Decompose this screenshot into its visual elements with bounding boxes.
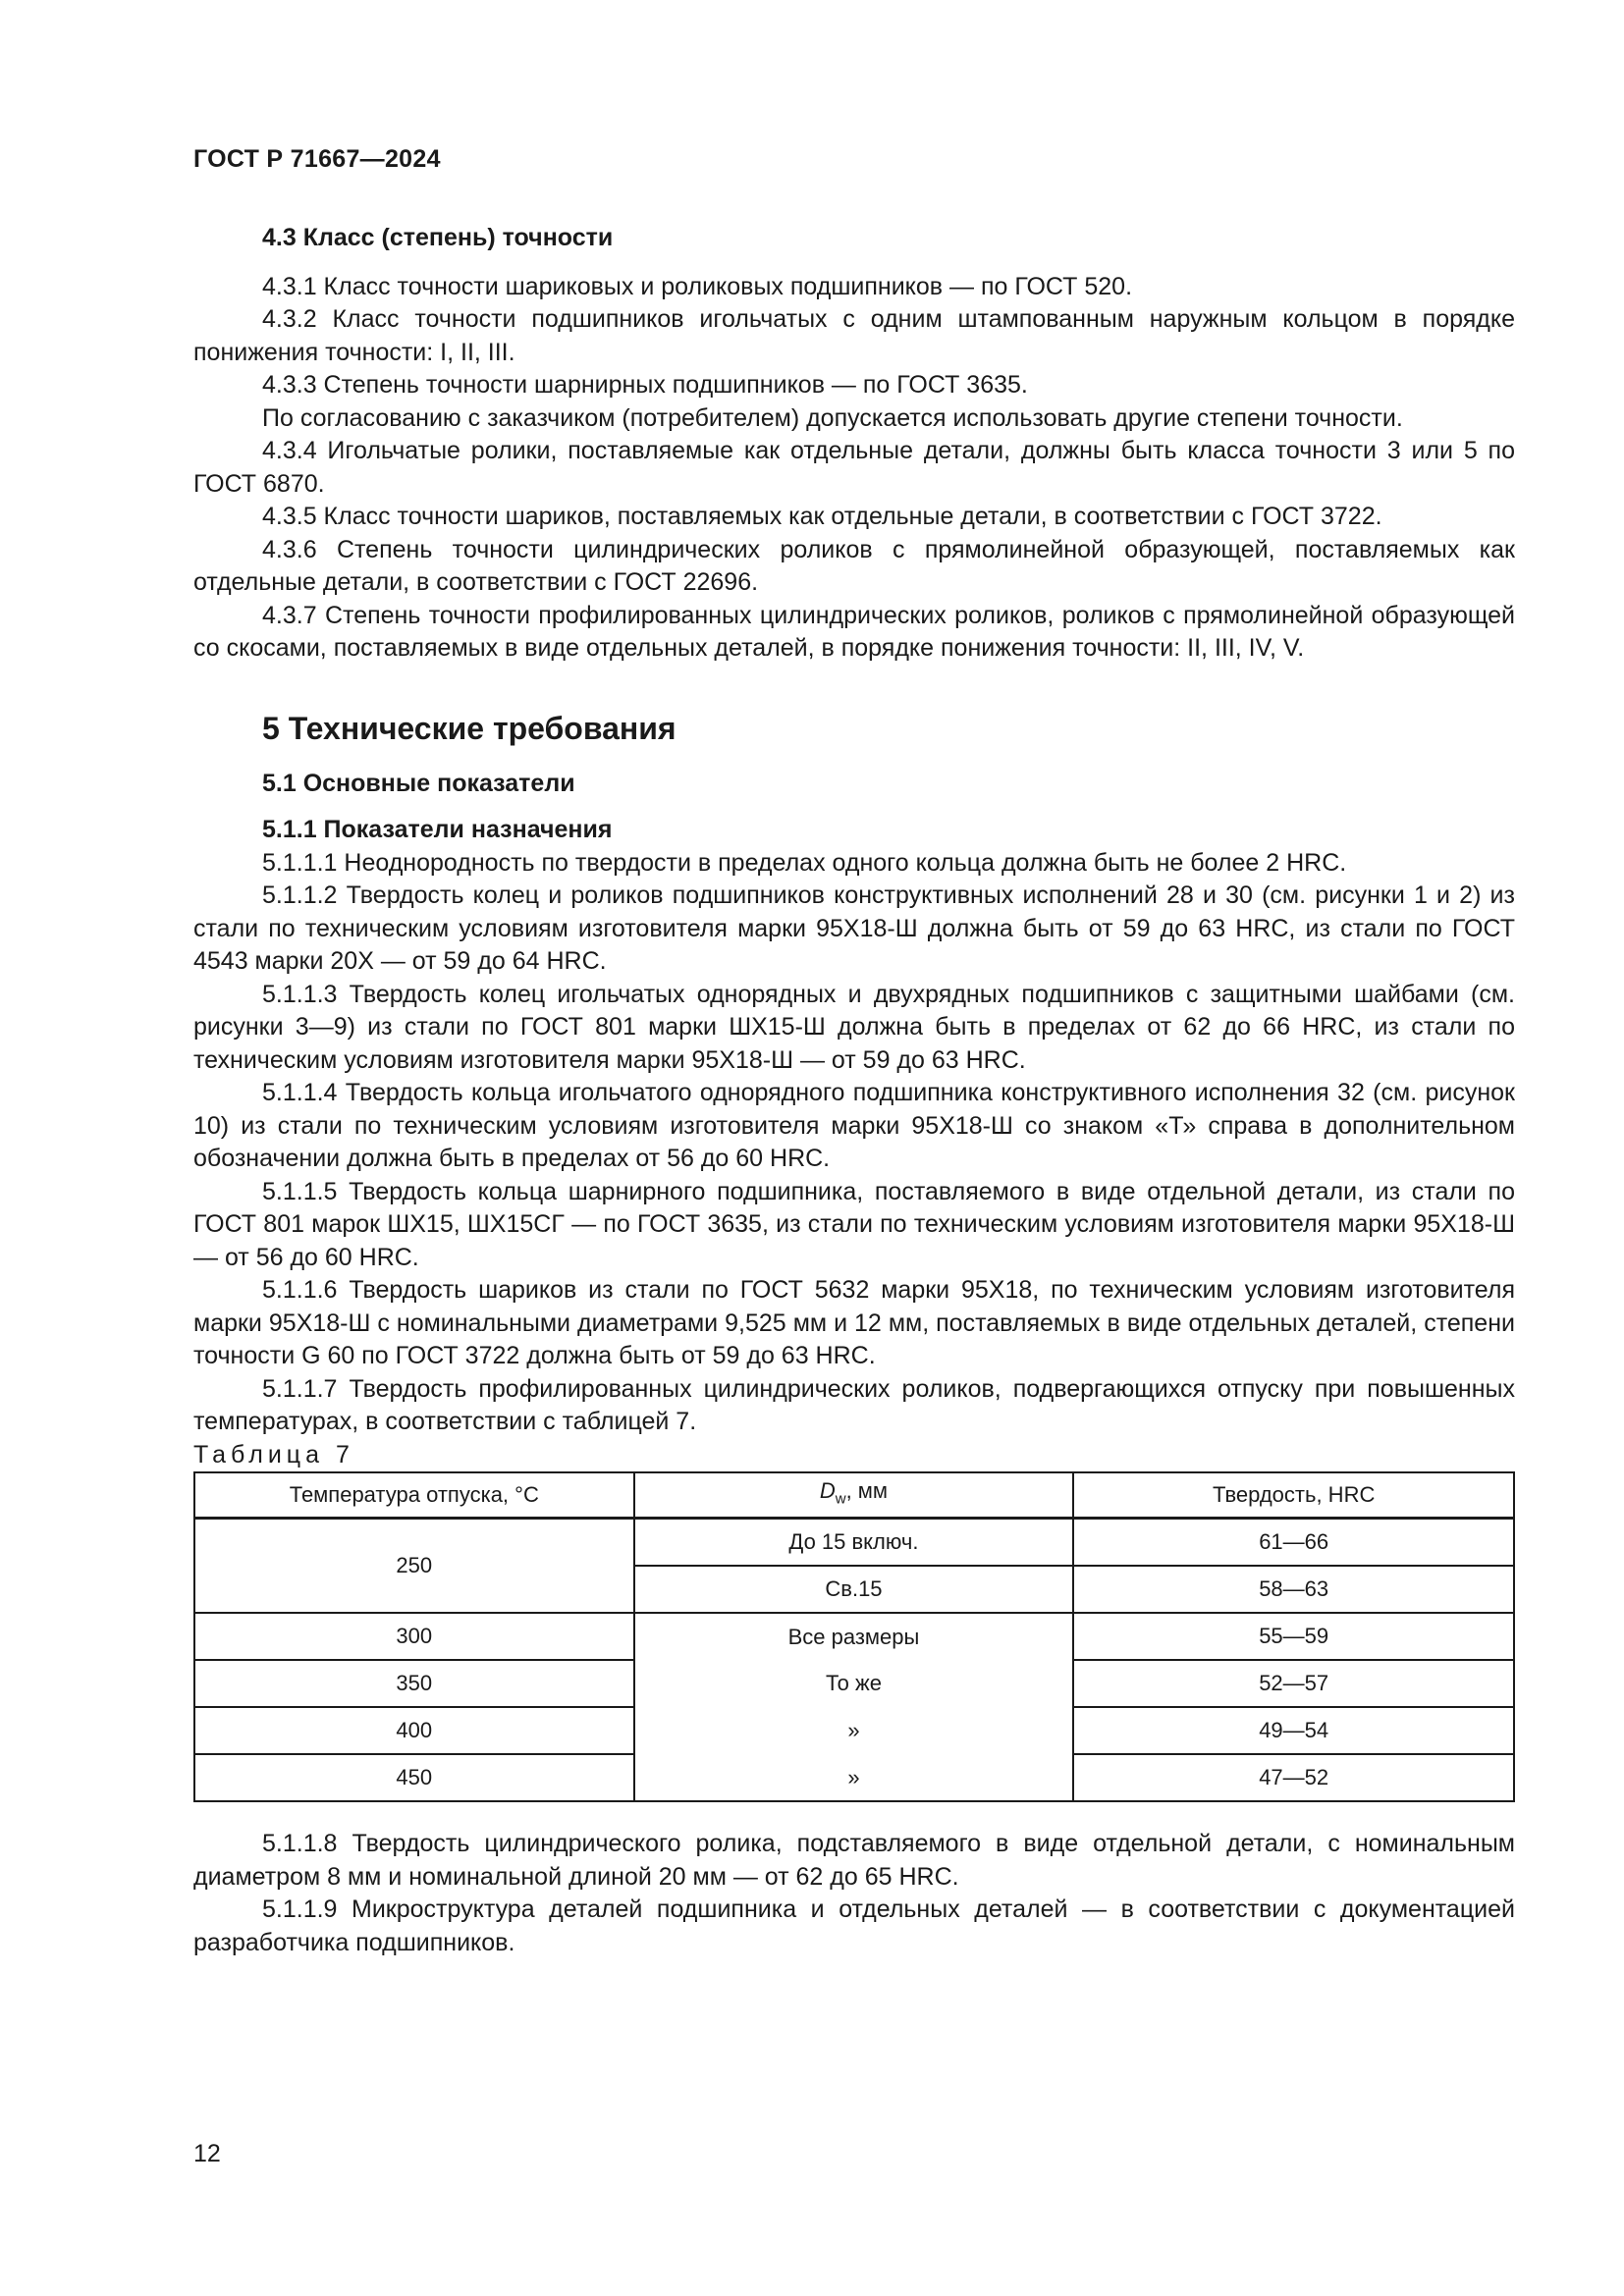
cell-dw: Все размеры [634, 1613, 1074, 1660]
paragraph-4-3-3: 4.3.3 Степень точности шарнирных подшипников — по ГОСТ 3635. [262, 371, 1028, 399]
cell-dw: До 15 включ. [634, 1519, 1074, 1567]
table-row [194, 1707, 1514, 1754]
cell-temp: 400 [194, 1707, 634, 1754]
table-row [194, 1519, 1514, 1567]
paragraph-5-1-1-5: 5.1.1.5 Твердость кольца шарнирного подшипника, поставляемого в виде отдельной детали, из стали по ГОСТ 801 марок ШХ15, ШХ15СГ — по ГОСТ 3635, из стали по техническим условиям изготовителя марки 95Х18-Ш — от 56 до 60 HRC. [193, 1177, 1515, 1271]
table-header-row [194, 1472, 1514, 1519]
paragraph-4-3-3-note: По согласованию с заказчиком (потребителем) допускается использовать другие степени точности. [262, 403, 1403, 432]
cell-dw: » [634, 1707, 1074, 1754]
paragraph-5-1-1-4: 5.1.1.4 Твердость кольца игольчатого однорядного подшипника конструктивного исполнения 32 (см. рисунок 10) из стали по техническим условиям изготовителя марки 95Х18-Ш со знаком «Т» справа в дополнительном обозначении должна быть в пределах от 56 до 60 HRC. [193, 1079, 1515, 1172]
page-number: 12 [193, 2140, 221, 2167]
section-5-1-1-title: 5.1.1 Показатели назначения [262, 816, 613, 843]
dw-subscript: w [835, 1490, 846, 1508]
cell-hardness: 49—54 [1073, 1707, 1514, 1754]
paragraph-5-1-1-7: 5.1.1.7 Твердость профилированных цилиндрических роликов, подвергающихся отпуску при повышенных температурах, в соответствии с таблицей 7. [193, 1374, 1515, 1435]
table-row [194, 1754, 1514, 1801]
table-caption: Таблица 7 [193, 1440, 354, 1468]
cell-hardness: 52—57 [1073, 1660, 1514, 1707]
dw-symbol: D [819, 1478, 836, 1504]
paragraph-4-3-1: 4.3.1 Класс точности шариковых и роликовых подшипников — по ГОСТ 520. [262, 272, 1133, 300]
cell-dw: То же [634, 1660, 1074, 1707]
section-5-title: 5 Технические требования [262, 710, 677, 746]
cell-hardness: 55—59 [1073, 1613, 1514, 1660]
section-5-1-title: 5.1 Основные показатели [262, 769, 575, 797]
paragraph-5-1-1-2: 5.1.1.2 Твердость колец и роликов подшипников конструктивных исполнений 28 и 30 (см. рисунки 1 и 2) из стали по техническим условиям изготовителя марки 95Х18-Ш должна быть от 59 до 63 HRC, из стали по ГОСТ 4543 марки 20Х — от 59 до 64 HRC. [193, 881, 1515, 975]
header-temperature: Температура отпуска, °С [194, 1472, 634, 1519]
dw-unit: , мм [845, 1478, 889, 1504]
header-hardness: Твердость, HRC [1073, 1472, 1514, 1519]
page-content [193, 222, 1515, 1959]
table-row [194, 1660, 1514, 1707]
paragraph-4-3-2: 4.3.2 Класс точности подшипников игольчатых с одним штампованным наружным кольцом в порядке понижения точности: I, II, III. [193, 305, 1515, 366]
paragraph-4-3-6: 4.3.6 Степень точности цилиндрических роликов с прямолинейной образующей, поставляемых как отдельные детали, в соответствии с ГОСТ 22696. [193, 535, 1515, 596]
paragraph-4-3-7: 4.3.7 Степень точности профилированных цилиндрических роликов, роликов с прямолинейной образующей со скосами, поставляемых в виде отдельных деталей, в порядке понижения точности: II, III, IV, V. [193, 601, 1515, 662]
paragraph-5-1-1-1: 5.1.1.1 Неоднородность по твердости в пределах одного кольца должна быть не более 2 HRC. [262, 848, 1347, 877]
paragraph-4-3-5: 4.3.5 Класс точности шариков, поставляемых как отдельные детали, в соответствии с ГОСТ 3722. [262, 503, 1382, 530]
cell-temp: 450 [194, 1754, 634, 1801]
header-dw [634, 1472, 1074, 1519]
paragraph-4-3-4: 4.3.4 Игольчатые ролики, поставляемые как отдельные детали, должны быть класса точности 3 или 5 по ГОСТ 6870. [193, 437, 1515, 498]
table-7 [193, 1471, 1515, 1802]
paragraph-5-1-1-3: 5.1.1.3 Твердость колец игольчатых однорядных и двухрядных подшипников с защитными шайбами (см. рисунки 3—9) из стали по ГОСТ 801 марки ШХ15-Ш должна быть в пределах от 62 до 66 HRC, из стали по техническим условиям изготовителя марки 95Х18-Ш — от 59 до 63 HRC. [193, 980, 1515, 1074]
cell-temp: 300 [194, 1613, 634, 1660]
table-row [194, 1613, 1514, 1660]
paragraph-5-1-1-9: 5.1.1.9 Микроструктура деталей подшипника и отдельных деталей — в соответствии с документацией разработчика подшипников. [193, 1896, 1515, 1956]
cell-temp: 350 [194, 1660, 634, 1707]
cell-hardness: 47—52 [1073, 1754, 1514, 1801]
cell-hardness: 58—63 [1073, 1566, 1514, 1613]
section-4-3-title: 4.3 Класс (степень) точности [262, 224, 614, 251]
paragraph-5-1-1-8: 5.1.1.8 Твердость цилиндрического ролика, подставляемого в виде отдельной детали, с номинальным диаметром 8 мм и номинальной длиной 20 мм — от 62 до 65 HRC. [193, 1830, 1515, 1891]
cell-temp: 250 [194, 1519, 634, 1614]
document-header: ГОСТ Р 71667—2024 [193, 145, 441, 173]
cell-dw: Св.15 [634, 1566, 1074, 1613]
paragraph-5-1-1-6: 5.1.1.6 Твердость шариков из стали по ГОСТ 5632 марки 95Х18, по техническим условиям изготовителя марки 95Х18-Ш с номинальными диаметрами 9,525 мм и 12 мм, поставляемых в виде отдельных деталей, степени точности G 60 по ГОСТ 3722 должна быть от 59 до 63 HRC. [193, 1276, 1515, 1369]
cell-dw: » [634, 1754, 1074, 1801]
cell-hardness: 61—66 [1073, 1519, 1514, 1567]
